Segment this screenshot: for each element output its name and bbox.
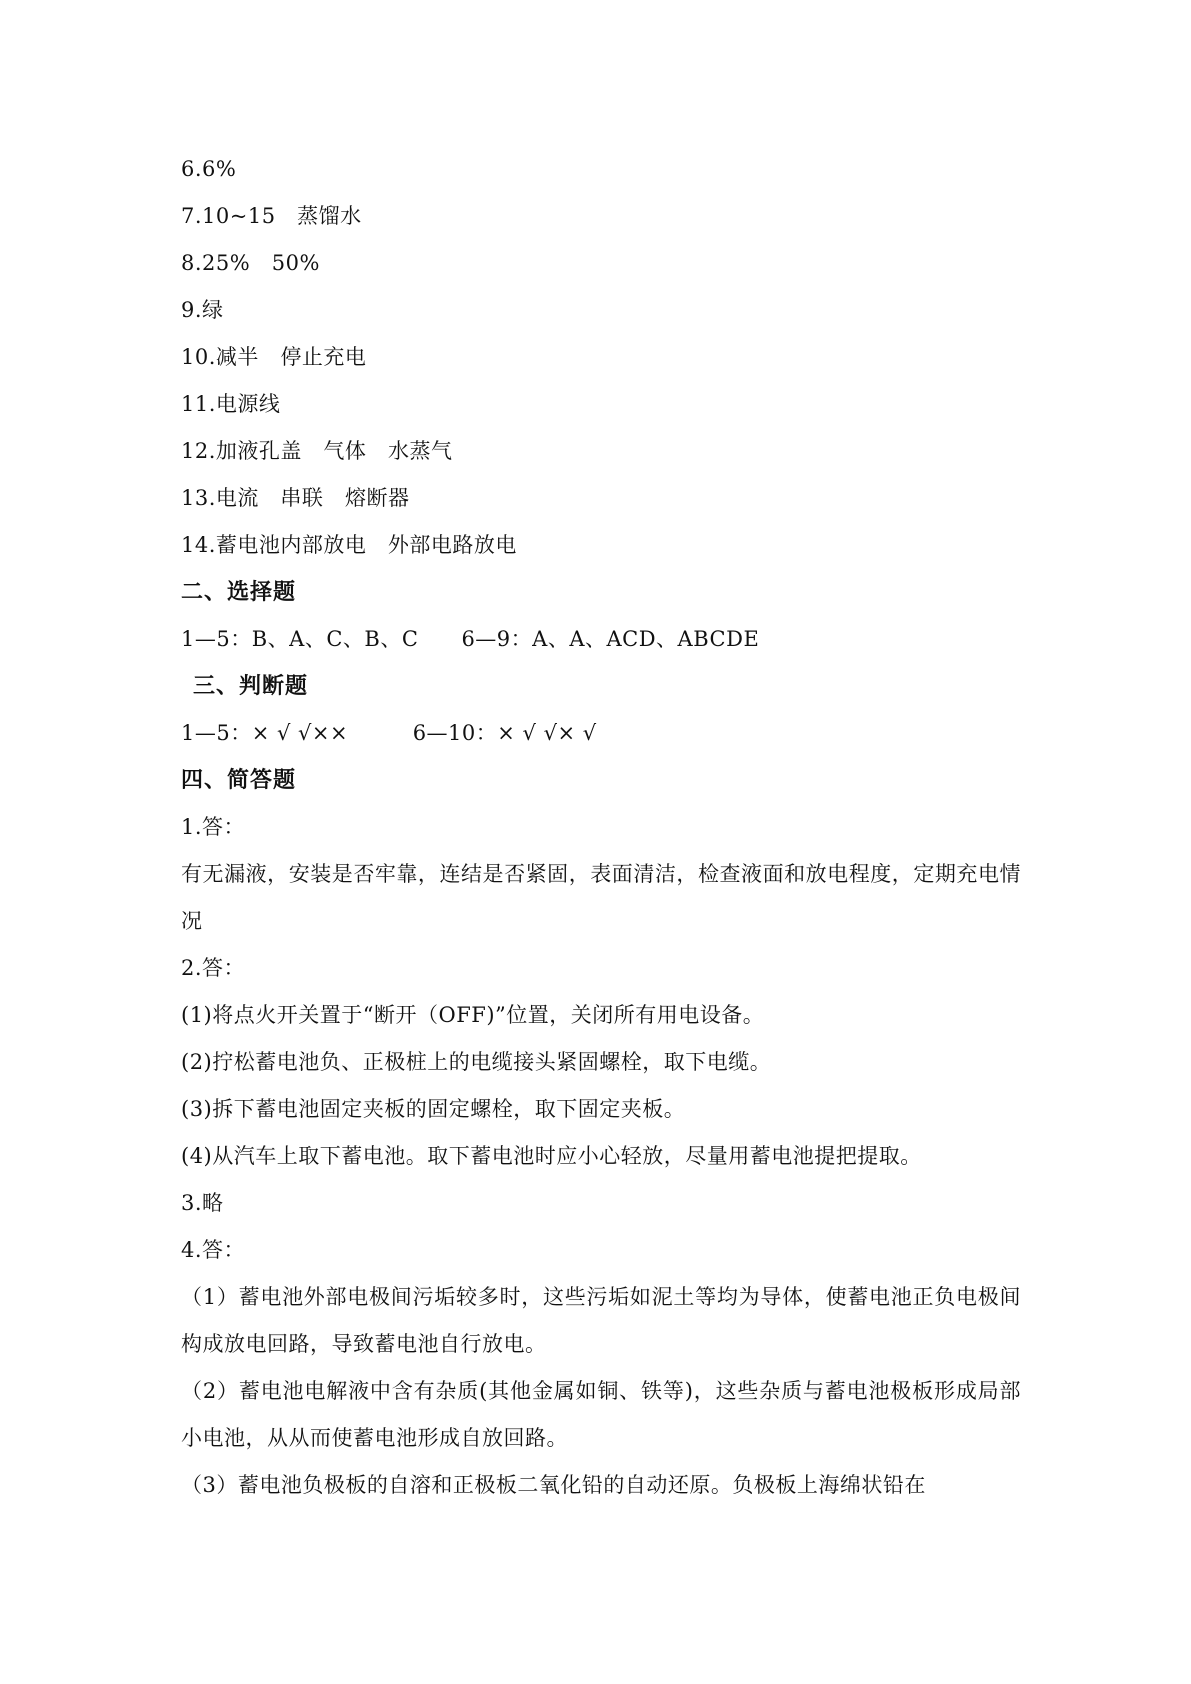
q4-point-2: （2）蓄电池电解液中含有杂质(其他金属如铜、铁等)，这些杂质与蓄电池极板形成局部小电池，从从而使蓄电池形成自放回路。 bbox=[181, 1379, 1021, 1450]
choice-answers: 1—5：B、A、C、B、C 6—9：A、A、ACD、ABCDE bbox=[181, 627, 760, 651]
fill-answer-7: 7.10~15 蒸馏水 bbox=[181, 204, 362, 228]
q4-point-1: （1）蓄电池外部电极间污垢较多时，这些污垢如泥土等均为导体，使蓄电池正负电极间构成放电回路，导致蓄电池自行放电。 bbox=[181, 1285, 1021, 1356]
answer-content bbox=[181, 146, 1021, 1509]
q1-answer-text: 有无漏液，安装是否牢靠，连结是否紧固，表面清洁，检查液面和放电程度，定期充电情况 bbox=[181, 862, 1021, 933]
fill-answer-9: 9.绿 bbox=[181, 298, 224, 322]
fill-answer-11: 11.电源线 bbox=[181, 392, 281, 416]
q2-step-2: (2)拧松蓄电池负、正极桩上的电缆接头紧固螺栓，取下电缆。 bbox=[181, 1050, 772, 1074]
q4-point-3: （3）蓄电池负极板的自溶和正极板二氧化铅的自动还原。负极板上海绵状铅在 bbox=[181, 1473, 926, 1497]
q4-label: 4.答： bbox=[181, 1238, 246, 1262]
q1-label: 1.答： bbox=[181, 815, 246, 839]
q3-answer: 3.略 bbox=[181, 1191, 224, 1215]
fill-answer-14: 14.蓄电池内部放电 外部电路放电 bbox=[181, 533, 517, 557]
section-heading-short-answer: 四、简答题 bbox=[181, 768, 297, 793]
fill-answer-8: 8.25% 50% bbox=[181, 251, 320, 275]
judgement-answers: 1—5：× √ √×× 6—10：× √ √× √ bbox=[181, 721, 597, 745]
q2-label: 2.答： bbox=[181, 956, 246, 980]
q2-step-3: (3)拆下蓄电池固定夹板的固定螺栓，取下固定夹板。 bbox=[181, 1097, 686, 1121]
q2-step-1: (1)将点火开关置于“断开（OFF)”位置，关闭所有用电设备。 bbox=[181, 1003, 765, 1027]
q2-step-4: (4)从汽车上取下蓄电池。取下蓄电池时应小心轻放，尽量用蓄电池提把提取。 bbox=[181, 1144, 922, 1168]
fill-answer-6: 6.6% bbox=[181, 157, 237, 181]
fill-answer-10: 10.减半 停止充电 bbox=[181, 345, 367, 369]
section-heading-judgement: 三、判断题 bbox=[193, 674, 309, 699]
fill-answer-13: 13.电流 串联 熔断器 bbox=[181, 486, 410, 510]
fill-answer-12: 12.加液孔盖 气体 水蒸气 bbox=[181, 439, 453, 463]
section-heading-choice: 二、选择题 bbox=[181, 580, 297, 605]
